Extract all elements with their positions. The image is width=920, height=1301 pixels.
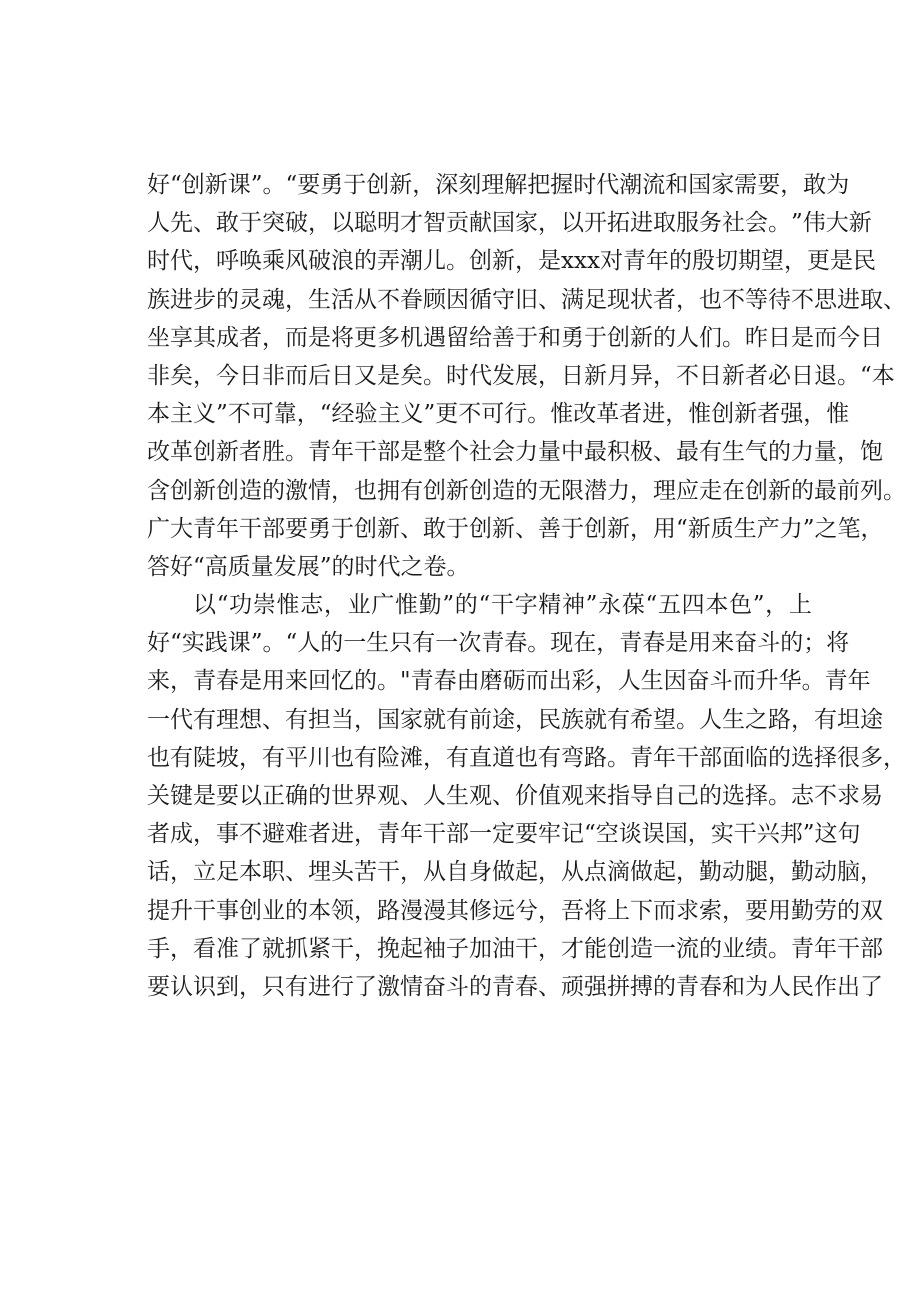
text-line: 非 矣 ， 今 日 非 而 后 日 又 是 矣 。 时 代 发 展 ， 日 新 月 异 ， 不 日 新 者 必 日 退 。 “ 本 <box>147 362 895 389</box>
text-line: 答好“高质量发展”的时代之卷。 <box>147 553 470 580</box>
text-line: 关 键 是 要 以 正 确 的 世 界 观 、 人 生 观 、 价 值 观 来 指 导 自 己 的 选 择 。 志 不 求 易 <box>147 783 883 809</box>
text-line: 含 创 新 创 造 的 激 情 ， 也 拥 有 创 新 创 造 的 无 限 潜 力 ， 理 应 走 在 创 新 的 最 前 列 。 <box>147 477 906 504</box>
text-line: 一 代 有 理 想 、 有 担 当 ， 国 家 就 有 前 途 ， 民 族 就 有 希 望 。 人 生 之 路 ， 有 坦 途 <box>147 706 883 733</box>
paragraph-innovation <box>147 166 906 586</box>
text-line: 改 革 创 新 者 胜 。 青 年 干 部 是 整 个 社 会 力 量 中 最 积 极 、 最 有 生 气 的 力 量 ， 饱 <box>147 439 883 466</box>
text-line: 坐 享 其 成 者 ， 而 是 将 更 多 机 遇 留 给 善 于 和 勇 于 创 新 的 人 们 。 昨 日 是 而 今 日 <box>147 324 883 351</box>
text-line: 来 ， 青 春 是 用 来 回 忆 的 。 " 青 春 由 磨 砺 而 出 彩 ， 人 生 因 奋 斗 而 升 华 。 青 年 <box>147 668 871 695</box>
text-line: 本 主 义 ” 不 可 靠 ， “ 经 验 主 义 ” 更 不 可 行 。 惟 改 革 者 进 ， 惟 创 新 者 强 ， 惟 <box>147 401 850 428</box>
text-line: 者 成 ， 事 不 避 难 者 进 ， 青 年 干 部 一 定 要 牢 记 “ 空 谈 误 国 ， 实 干 兴 邦 ” 这 句 <box>147 821 861 848</box>
text-line: 好 “ 实 践 课 ” 。 “ 人 的 一 生 只 有 一 次 青 春 。 现 在 ， 青 春 是 用 来 奋 斗 的 ； 将 <box>147 630 850 657</box>
text-line: 提 升 干 事 创 业 的 本 领 ， 路 漫 漫 其 修 远 兮 ， 吾 将 上 下 而 求 索 ， 要 用 勤 劳 的 双 <box>147 897 883 924</box>
text-line: 也 有 陡 坡 ， 有 平 川 也 有 险 滩 ， 有 直 道 也 有 弯 路 。 青 年 干 部 面 临 的 选 择 很 多 ， <box>147 744 906 771</box>
text-line: 要 认 识 到 ， 只 有 进 行 了 激 情 奋 斗 的 青 春 、 顽 强 拼 搏 的 青 春 和 为 人 民 作 出 了 <box>147 973 883 1000</box>
text-line: 人 先 、 敢 于 突 破 ， 以 聪 明 才 智 贡 献 国 家 ， 以 开 拓 进 取 服 务 社 会 。 ” 伟 大 新 <box>147 210 872 237</box>
text-line: 广 大 青 年 干 部 要 勇 于 创 新 、 敢 于 创 新 、 善 于 创 新 ， 用 “ 新 质 生 产 力 ” 之 笔 ， <box>147 515 884 542</box>
text-line: 话 ， 立 足 本 职 、 埋 头 苦 干 ， 从 自 身 做 起 ， 从 点 滴 做 起 ， 勤 动 腿 ， 勤 动 脑 ， <box>147 859 883 886</box>
paragraph-practice <box>147 586 906 1006</box>
text-line: 手 ， 看 准 了 就 抓 紧 干 ， 挽 起 袖 子 加 油 干 ， 才 能 创 造 一 流 的 业 绩 。 青 年 干 部 <box>147 935 883 962</box>
text-line-indented: 以 “ 功 崇 惟 志 ， 业 广 惟 勤 ” 的 “ 干 字 精 神 ” 永 葆 “ 五 四 本 色 ” ， 上 <box>193 592 812 619</box>
text-line: 好 “ 创 新 课 ” 。 “ 要 勇 于 创 新 ， 深 刻 理 解 把 握 时 代 潮 流 和 国 家 需 要 ， 敢 为 <box>147 172 850 198</box>
text-line: 族 进 步 的 灵 魂 ， 生 活 从 不 眷 顾 因 循 守 旧 、 满 足 现 状 者 ， 也 不 等 待 不 思 进 取 、 <box>147 286 906 313</box>
text-line: 时 代 ， 呼 唤 乘 风 破 浪 的 弄 潮 儿 。 创 新 ， 是 x x x 对 青 年 的 殷 切 期 望 ， 更 是 民 <box>147 248 876 275</box>
document-body <box>147 166 906 1006</box>
